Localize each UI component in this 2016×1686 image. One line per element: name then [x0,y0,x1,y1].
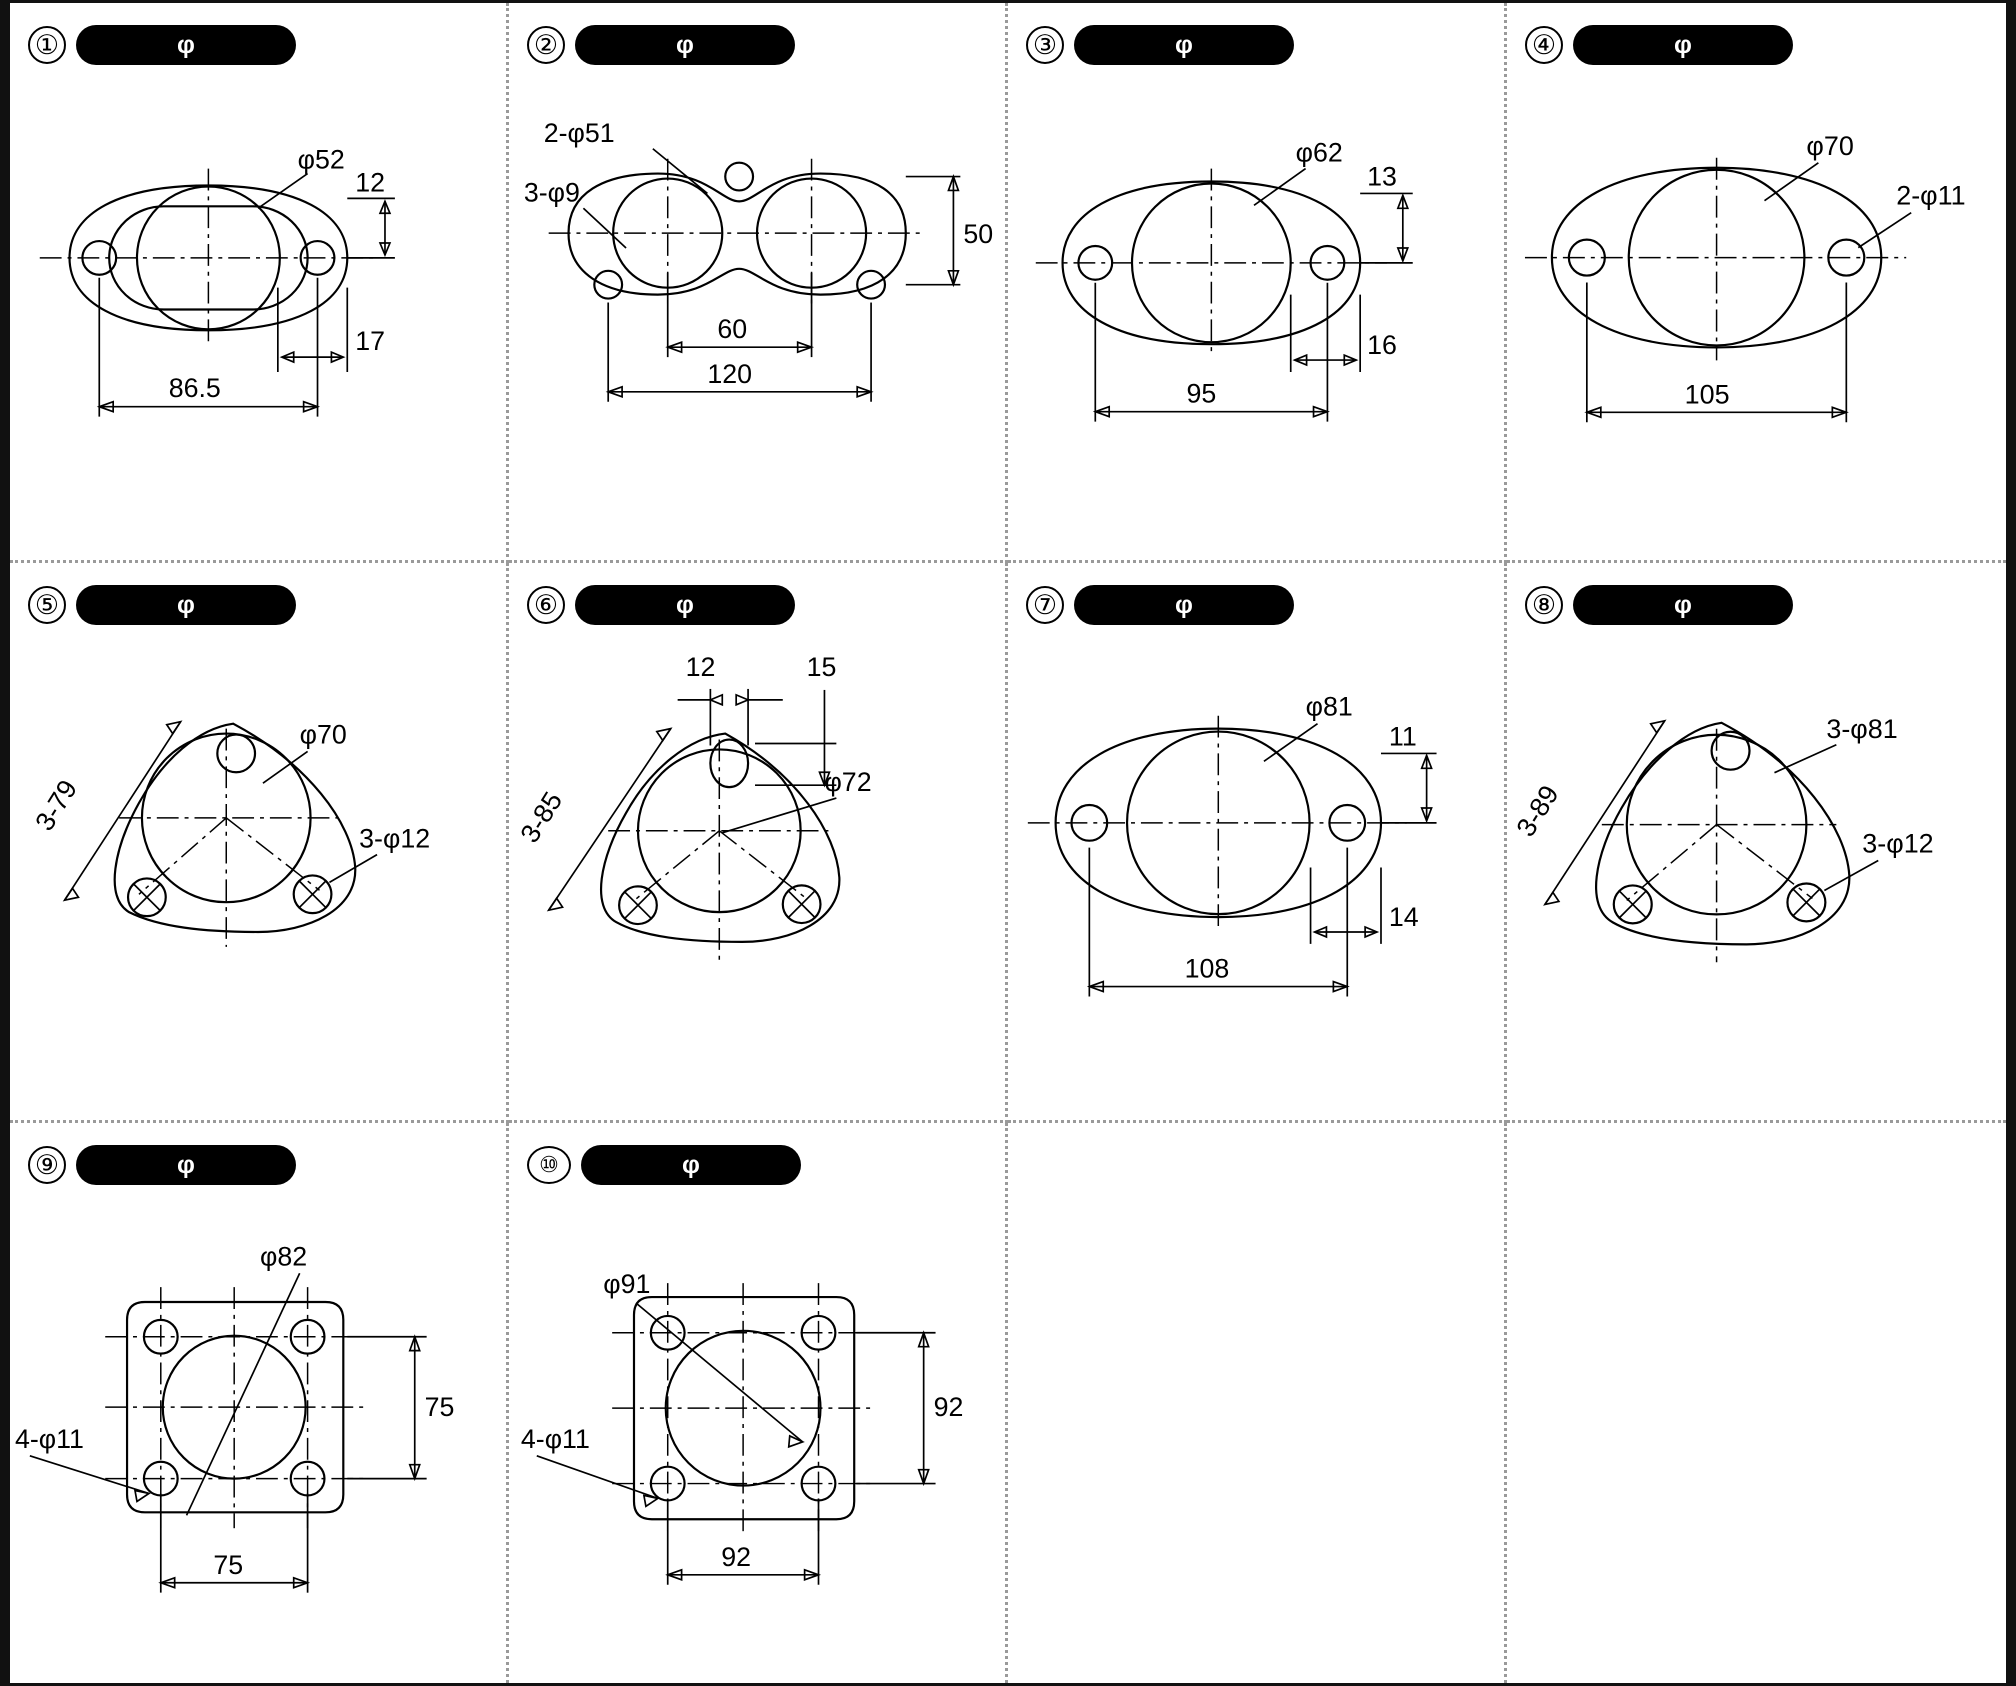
flange-drawing-4 [1507,55,2006,560]
dim-bore-2: 2-φ51 [543,117,615,148]
cell-label-pill: φ [76,1145,296,1185]
flange-cell-7[interactable] [1008,563,1507,1123]
dim-h1-1: 12 [355,167,385,198]
dim-h2-6: 15 [806,652,837,683]
dim-width-9: 75 [213,1549,244,1580]
cell-label-pill: φ [76,25,296,65]
dim-bore-5: φ70 [299,719,347,750]
dim-height-10: 92 [933,1392,964,1423]
flange-cell-6[interactable] [509,563,1008,1123]
dim-h1-3: 13 [1367,161,1397,192]
flange-cell-9[interactable] [10,1123,509,1683]
empty-cell-12 [1507,1123,2006,1683]
dim-inner-2: 60 [717,314,748,345]
dim-holes-9: 4-φ11 [14,1423,84,1454]
flange-cell-2[interactable] [509,3,1008,563]
cell-label-pill: φ [575,25,795,65]
dim-holes-4: 2-φ11 [1896,180,1966,211]
flange-cell-8[interactable] [1507,563,2006,1123]
dim-pcd-8: 3-89 [1510,780,1565,842]
cell-label-pill: φ [1074,585,1294,625]
dim-width-3: 95 [1186,378,1217,409]
flange-drawing-5 [10,615,506,1120]
dim-bore-6: φ72 [824,767,872,798]
flange-cell-4[interactable] [1507,3,2006,563]
dim-pcd-6: 3-85 [514,786,569,848]
flange-drawing-6 [509,615,1005,1120]
cell-number: ② [527,26,565,64]
dim-height-9: 75 [424,1392,455,1423]
dim-width-2: 120 [707,358,753,389]
cell-number: ⑦ [1026,586,1064,624]
dim-h2-3: 16 [1367,330,1397,361]
flange-drawing-9 [10,1175,506,1683]
flange-drawing-7 [1008,615,1504,1120]
flange-cell-5[interactable] [10,563,509,1123]
dim-width-4: 105 [1684,379,1730,410]
dim-bore-1: φ52 [297,144,345,175]
cell-label-pill: φ [575,585,795,625]
cell-number: ① [28,26,66,64]
flange-drawing-1 [10,55,506,560]
dim-bore-3: φ62 [1295,137,1343,168]
dim-h2-1: 17 [355,326,385,357]
dim-holes-5: 3-φ12 [359,823,431,854]
dim-width-7: 108 [1184,953,1230,984]
dim-pcd-5: 3-79 [29,774,84,836]
dim-bore-10: φ91 [603,1269,651,1300]
dim-h2-7: 14 [1388,902,1419,933]
dim-bore-4: φ70 [1806,130,1854,161]
flange-drawing-3 [1008,55,1504,560]
cell-number: ⑩ [527,1146,571,1184]
dim-holes-10: 4-φ11 [520,1423,590,1454]
cell-number: ③ [1026,26,1064,64]
dim-width-10: 92 [721,1541,752,1572]
dim-width-1: 86.5 [168,372,221,403]
cell-label-pill: φ [1573,25,1793,65]
cell-number: ④ [1525,26,1563,64]
flange-drawing-2 [509,55,1005,560]
cell-label-pill: φ [1573,585,1793,625]
cell-number: ⑨ [28,1146,66,1184]
flange-drawing-10 [509,1175,1005,1683]
dim-h1-6: 12 [685,652,716,683]
dim-bore-8: 3-φ81 [1826,713,1898,744]
flange-drawing-8 [1507,615,2006,1120]
dim-bore-7: φ81 [1305,691,1353,722]
cell-number: ⑤ [28,586,66,624]
cell-number: ⑧ [1525,586,1563,624]
cell-label-pill: φ [1074,25,1294,65]
cell-label-pill: φ [76,585,296,625]
flange-cell-10[interactable] [509,1123,1008,1683]
flange-cell-1[interactable] [10,3,509,563]
cell-number: ⑥ [527,586,565,624]
dim-holes-8: 3-φ12 [1862,828,1934,859]
cell-label-pill: φ [581,1145,801,1185]
cell-grid [10,3,2006,1683]
dim-bore-9: φ82 [259,1241,308,1272]
dim-height-2: 50 [963,219,994,250]
dim-h1-7: 11 [1388,721,1417,752]
dim-holes-2: 3-φ9 [523,177,580,208]
flange-cell-3[interactable] [1008,3,1507,563]
empty-cell-11 [1008,1123,1507,1683]
